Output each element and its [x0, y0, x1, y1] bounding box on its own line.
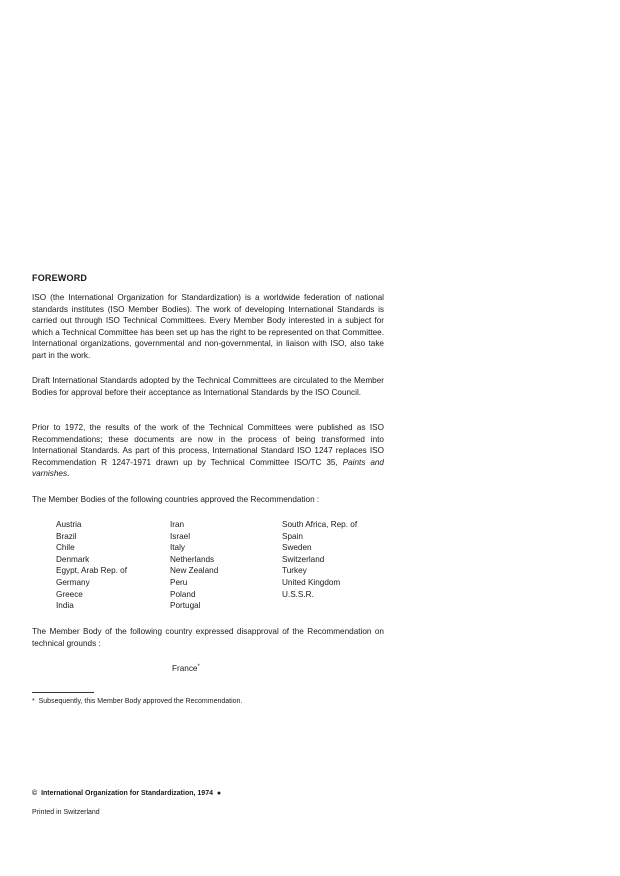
paragraph-iso-intro: ISO (the International Organization for Standardization) is a worldwide federation of national standards institutes (ISO Member Bodies). The work of developing International Standards is carried out through ISO Technical Committees. Every Member Body interested in a subject for which a Technical Committee has been set up has the right to be represented on that Committee. International organizations, governmental and non-governmental, in liaison with ISO, also take part in the work.	[32, 293, 384, 360]
country-item: United Kingdom	[282, 577, 341, 587]
country-item: U.S.S.R.	[282, 589, 314, 599]
foreword-heading: FOREWORD	[32, 273, 88, 283]
footnote-divider	[32, 692, 94, 693]
country-item: Greece	[56, 589, 83, 599]
footnote-marker: *	[32, 698, 35, 705]
country-item: Turkey	[282, 566, 307, 576]
country-item: New Zealand	[170, 566, 219, 576]
country-item: India	[56, 601, 74, 611]
country-item: Italy	[170, 543, 186, 553]
country-item: Germany	[56, 577, 90, 587]
country-column-3	[282, 519, 357, 600]
country-item: Peru	[170, 577, 188, 587]
disapproving-country-name: France	[172, 664, 198, 673]
country-item: Sweden	[282, 543, 312, 553]
footnote-marker: *	[197, 664, 200, 670]
country-item: Spain	[282, 531, 303, 541]
country-item: Egypt, Arab Rep. of	[56, 566, 128, 576]
footnote-text: Subsequently, this Member Body approved the Recommendation.	[38, 698, 243, 705]
copyright-icon: ©	[32, 790, 38, 797]
footnote	[32, 698, 242, 705]
paragraph-draft-standards: Draft International Standards adopted by the Technical Committees are circulated to the Member Bodies for approval before their acceptance as International Standards by the ISO Council.	[32, 376, 384, 397]
copyright-line	[32, 790, 221, 797]
copyright-text: International Organization for Standardization, 1974	[41, 790, 213, 797]
country-item: Denmark	[56, 554, 90, 564]
paragraph-prior-1972	[32, 422, 384, 480]
country-item: Poland	[170, 589, 196, 599]
country-item: Netherlands	[170, 554, 215, 564]
country-item: Portugal	[170, 601, 201, 611]
country-item: Israel	[170, 531, 191, 541]
country-column-1	[56, 519, 127, 612]
country-item: Brazil	[56, 531, 77, 541]
country-item: Chile	[56, 543, 75, 553]
country-column-2	[170, 519, 218, 612]
country-item: Switzerland	[282, 554, 325, 564]
committee-title: Paints and varnishes	[32, 457, 384, 479]
country-item: South Africa, Rep. of	[282, 520, 358, 529]
country-item: Austria	[56, 520, 82, 529]
paragraph-disapproval: The Member Body of the following country expressed disapproval of the Recommendation on technical grounds :	[32, 627, 384, 648]
printed-in: Printed in Switzerland	[32, 809, 100, 816]
bullet-icon: ●	[216, 790, 222, 797]
country-item: Iran	[170, 520, 185, 529]
disapproving-country	[172, 664, 200, 673]
paragraph-approvals: The Member Bodies of the following countries approved the Recommendation :	[32, 495, 320, 504]
paragraph-prior-1972-text: Prior to 1972, the results of the work of the Technical Committees were published as ISO Recommendations; these documents are now in the process of being transformed into International Standards. As part of this process, International Standard ISO 1247 replaces ISO Recommendation R 1247-1971 drawn up by Technical Committee ISO/TC 35,	[32, 423, 384, 467]
period: .	[67, 469, 70, 479]
